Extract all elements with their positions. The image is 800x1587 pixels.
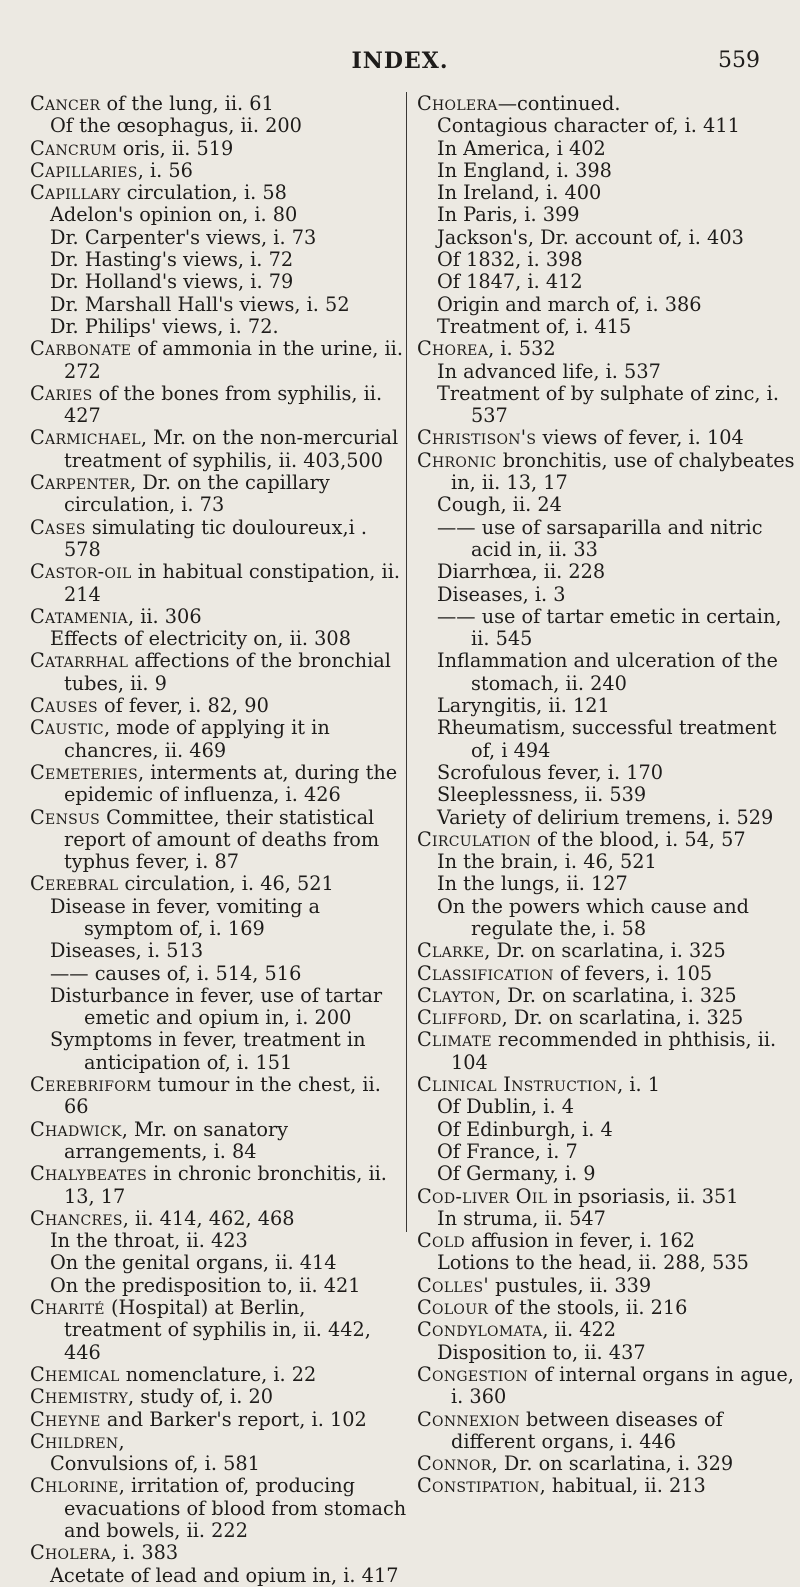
index-entry <box>30 249 408 271</box>
entry-text: Sleeplessness, ii. 539 <box>437 783 647 807</box>
index-entry <box>417 294 795 316</box>
entry-heading: Chancres <box>30 1206 123 1230</box>
entry-text: Contagious character of, i. 411 <box>437 114 740 138</box>
entry-heading: Connexion <box>417 1407 520 1431</box>
index-entry <box>30 807 408 874</box>
entry-text: Cough, ii. 24 <box>437 493 562 517</box>
index-entry <box>30 182 408 204</box>
entry-text: of the bones from syphilis, ii. 427 <box>64 381 383 428</box>
entry-text: Of the œsophagus, ii. 200 <box>50 114 302 138</box>
index-entry <box>417 584 795 606</box>
entry-text: In advanced life, i. 537 <box>437 359 661 383</box>
entry-text: Laryngitis, ii. 121 <box>437 694 610 718</box>
entry-text: Of Germany, i. 9 <box>437 1162 596 1186</box>
entry-text: Adelon's opinion on, i. 80 <box>50 203 298 227</box>
entry-heading: Cod-liver Oil <box>417 1184 548 1208</box>
entry-text: —— use of sarsaparilla and nitric acid in, ii. 33 <box>437 515 763 561</box>
entry-text: , Mr. on sanatory arrangements, i. 84 <box>64 1117 289 1163</box>
entry-text: Of 1832, i. 398 <box>437 248 583 272</box>
entry-text: between diseases of different organs, i. 446 <box>451 1407 723 1453</box>
index-entry <box>30 517 408 562</box>
entry-heading: Catamenia <box>30 604 128 628</box>
index-entry <box>417 1208 795 1230</box>
index-entry <box>30 1453 408 1475</box>
index-entry <box>30 1252 408 1274</box>
entry-text: In England, i. 398 <box>437 158 612 182</box>
entry-text: of fevers, i. 105 <box>553 961 713 985</box>
index-entry <box>30 115 408 137</box>
entry-text: simulating tic douloureux,i . 578 <box>64 515 368 561</box>
index-entry <box>30 1119 408 1164</box>
entry-heading: Cholera <box>417 92 498 115</box>
entry-heading: Chlorine <box>30 1474 119 1498</box>
index-entry <box>417 1252 795 1274</box>
entry-text: In the brain, i. 46, 521 <box>437 850 657 874</box>
entry-heading: Cemeteries <box>30 760 138 784</box>
entry-text: nomenclature, i. 22 <box>119 1362 317 1386</box>
entry-heading: Congestion <box>417 1362 529 1386</box>
index-entry <box>30 650 408 695</box>
entry-text: In the throat, ii. 423 <box>50 1229 248 1253</box>
index-entry <box>30 1565 408 1587</box>
entry-text: Lotions to the head, ii. 288, 535 <box>437 1251 749 1275</box>
entry-text: —— use of tartar emetic in certain, ii. 545 <box>437 604 782 651</box>
entry-text: (Hospital) at Berlin, treatment of syphilis in, ii. 442, 446 <box>64 1296 371 1364</box>
entry-text: of the lung, ii. 61 <box>100 92 274 115</box>
entry-text: Disposition to, ii. 437 <box>437 1340 646 1364</box>
entry-text: In America, i 402 <box>437 136 606 160</box>
index-entry <box>417 807 795 829</box>
entry-text: and Barker's report, i. 102 <box>100 1407 367 1431</box>
index-entry <box>417 1297 795 1319</box>
index-entry <box>30 93 408 115</box>
index-entry <box>417 829 795 851</box>
entry-text: oris, ii. 519 <box>116 136 234 160</box>
index-entry <box>417 338 795 360</box>
entry-text: in habitual constipation, ii. 214 <box>64 560 400 606</box>
entry-text: Origin and march of, i. 386 <box>437 292 702 316</box>
entry-heading: Castor-oil <box>30 560 132 584</box>
entry-heading: Cholera <box>30 1541 111 1565</box>
entry-text: in psoriasis, ii. 351 <box>547 1184 739 1208</box>
entry-text: Of France, i. 7 <box>437 1139 578 1163</box>
index-entry <box>30 762 408 807</box>
index-entry <box>417 606 795 651</box>
index-entry <box>417 1119 795 1141</box>
index-entry <box>417 963 795 985</box>
entry-text: Diseases, i. 513 <box>50 939 204 963</box>
entry-heading: Chemistry <box>30 1385 129 1409</box>
index-entry <box>30 1208 408 1230</box>
index-entry <box>417 1029 795 1074</box>
entry-text: Inflammation and ulceration of the stomach, ii. 240 <box>437 649 778 695</box>
entry-text: Diseases, i. 3 <box>437 582 566 606</box>
entry-text: Of Edinburgh, i. 4 <box>437 1117 613 1141</box>
entry-heading: Causes <box>30 694 98 718</box>
entry-text: Jackson's, Dr. account of, i. 403 <box>437 225 744 249</box>
entry-text: , interments at, during the epidemic of influenza, i. 426 <box>64 760 398 807</box>
entry-heading: Colour <box>417 1296 489 1320</box>
entry-text: Treatment of, i. 415 <box>437 314 632 338</box>
entry-heading: Chemical <box>30 1362 120 1386</box>
entry-text: Diarrhœa, ii. 228 <box>437 560 606 584</box>
index-entry <box>30 717 408 762</box>
entry-heading: Cases <box>30 515 86 539</box>
index-entry <box>417 494 795 516</box>
index-entry <box>30 472 408 517</box>
entry-heading: Clinical Instruction <box>417 1073 618 1097</box>
entry-text: Of 1847, i. 412 <box>437 270 583 294</box>
index-entry <box>30 1297 408 1364</box>
index-entry <box>417 873 795 895</box>
entry-heading: Census <box>30 805 101 829</box>
entry-text: , i. 383 <box>110 1541 179 1565</box>
index-entry <box>417 1074 795 1096</box>
index-entry <box>30 427 408 472</box>
entry-heading: Children <box>30 1429 119 1453</box>
entry-text: Dr. Holland's views, i. 79 <box>50 270 294 294</box>
index-entry <box>30 1029 408 1074</box>
index-entry <box>30 1542 408 1564</box>
index-entry <box>30 294 408 316</box>
entry-heading: Charité <box>30 1296 105 1320</box>
entry-text: of ammonia in the urine, ii. 272 <box>64 337 403 383</box>
index-entry <box>417 896 795 941</box>
entry-heading: Chalybeates <box>30 1162 148 1186</box>
entry-text: circulation, i. 58 <box>120 181 287 205</box>
index-entry <box>417 1186 795 1208</box>
index-entry <box>417 1475 795 1497</box>
entry-text: pustules, ii. 339 <box>489 1273 652 1297</box>
index-entry <box>417 1409 795 1454</box>
page-number: 559 <box>718 48 760 73</box>
entry-text: in chronic bronchitis, ii. 13, 17 <box>64 1162 387 1208</box>
entry-text: of the blood, i. 54, 57 <box>530 827 746 851</box>
entry-heading: Capillary <box>30 181 121 205</box>
entry-text: of fever, i. 82, 90 <box>97 694 269 718</box>
entry-text: Acetate of lead and opium in, i. 417 <box>50 1563 399 1587</box>
entry-heading: Colles' <box>417 1273 490 1297</box>
entry-text: , i. 1 <box>617 1073 661 1097</box>
index-entry <box>417 316 795 338</box>
index-entry <box>30 1275 408 1297</box>
entry-text: , Dr. on scarlatina, i. 325 <box>484 939 726 963</box>
index-entry <box>30 316 408 338</box>
entry-text: , mode of applying it in chancres, ii. 469 <box>64 716 330 762</box>
index-entry <box>417 182 795 204</box>
entry-text: Variety of delirium tremens, i. 529 <box>437 805 774 829</box>
entry-text: , Dr. on scarlatina, i. 329 <box>491 1452 734 1476</box>
entry-heading: Climate <box>417 1028 492 1052</box>
index-entry <box>417 361 795 383</box>
index-entry <box>417 784 795 806</box>
column-divider <box>406 92 407 1232</box>
entry-text: , Dr. on scarlatina, i. 325 <box>495 983 737 1007</box>
entry-heading: Caustic <box>30 716 104 740</box>
index-entry <box>417 450 795 495</box>
entry-heading: Christison's <box>417 426 537 450</box>
index-entry <box>417 249 795 271</box>
index-entry <box>417 695 795 717</box>
index-entry <box>30 1364 408 1386</box>
entry-text: recommended in phthisis, ii. 104 <box>451 1028 777 1074</box>
index-entry <box>30 383 408 428</box>
index-entry <box>30 1163 408 1208</box>
entry-text: , irritation of, producing evacuations of blood from stomach and bowels, ii. 222 <box>64 1474 407 1542</box>
entry-text: —continued. <box>497 92 621 115</box>
entry-heading: Cancer <box>30 92 101 115</box>
index-entry <box>30 1386 408 1408</box>
entry-text: Symptoms in fever, treatment in anticipation of, i. 151 <box>50 1028 366 1074</box>
index-entry <box>417 204 795 226</box>
entry-heading: Clifford <box>417 1006 502 1030</box>
entry-text: In Ireland, i. 400 <box>437 181 602 205</box>
entry-heading: Capillaries <box>30 158 138 182</box>
entry-text: , Dr. on scarlatina, i. 325 <box>501 1006 744 1030</box>
entry-heading: Clarke <box>417 939 485 963</box>
entry-text: circulation, i. 46, 521 <box>118 872 334 896</box>
entry-text: In Paris, i. 399 <box>437 203 580 227</box>
index-entry <box>417 227 795 249</box>
entry-heading: Clayton <box>417 983 496 1007</box>
index-entry <box>30 138 408 160</box>
entry-text: Dr. Marshall Hall's views, i. 52 <box>50 292 350 316</box>
entry-heading: Carpenter <box>30 471 131 495</box>
entry-heading: Chadwick <box>30 1117 122 1141</box>
entry-text: , ii. 414, 462, 468 <box>122 1206 295 1230</box>
entry-text: —— causes of, i. 514, 516 <box>50 961 302 985</box>
index-entry <box>417 1096 795 1118</box>
entry-heading: Cancrum <box>30 136 117 160</box>
index-entry <box>30 160 408 182</box>
index-entry <box>417 1342 795 1364</box>
index-entry <box>30 1409 408 1431</box>
index-entry <box>417 138 795 160</box>
entry-heading: Cerebriform <box>30 1073 152 1097</box>
entry-text: , <box>118 1429 125 1453</box>
entry-heading: Carmichael <box>30 426 141 450</box>
index-entry <box>30 873 408 895</box>
entry-text: In struma, ii. 547 <box>437 1206 606 1230</box>
entry-heading: Carbonate <box>30 337 132 361</box>
index-entry <box>417 717 795 762</box>
index-entry <box>417 160 795 182</box>
entry-text: On the powers which cause and regulate the, i. 58 <box>437 894 750 940</box>
index-entry <box>417 1319 795 1341</box>
entry-text: views of fever, i. 104 <box>536 426 744 450</box>
index-entry <box>417 1364 795 1409</box>
entry-heading: Chronic <box>417 448 497 472</box>
entry-heading: Cold <box>417 1229 465 1253</box>
index-entry <box>30 695 408 717</box>
index-entry <box>417 762 795 784</box>
page-title: INDEX. <box>351 48 449 74</box>
entry-text: , habitual, ii. 213 <box>539 1474 706 1498</box>
index-entry <box>417 1163 795 1185</box>
entry-text: , Mr. on the non-mercurial treatment of syphilis, ii. 403,500 <box>64 426 399 472</box>
index-entry <box>417 115 795 137</box>
entry-text: Disturbance in fever, use of tartar emetic and opium in, i. 200 <box>50 983 383 1030</box>
entry-text: , ii. 422 <box>542 1318 617 1342</box>
entry-text: Of Dublin, i. 4 <box>437 1095 574 1119</box>
index-entry <box>417 1453 795 1475</box>
index-entry <box>30 985 408 1030</box>
entry-text: , Dr. on the capillary circulation, i. 73 <box>64 471 330 517</box>
entry-text: affusion in fever, i. 162 <box>464 1229 696 1253</box>
entry-text: Dr. Carpenter's views, i. 73 <box>50 225 317 249</box>
entry-heading: Cheyne <box>30 1407 101 1431</box>
entry-heading: Catarrhal <box>30 649 129 673</box>
index-entry <box>30 1074 408 1119</box>
index-entry <box>30 1431 408 1453</box>
index-entry <box>417 93 795 115</box>
entry-text: Treatment of by sulphate of zinc, i. 537 <box>437 381 779 428</box>
entry-heading: Caries <box>30 381 93 405</box>
index-entry <box>30 561 408 606</box>
index-entry <box>30 1230 408 1252</box>
index-entry <box>417 1275 795 1297</box>
index-entry <box>30 606 408 628</box>
entry-text: On the genital organs, ii. 414 <box>50 1251 337 1275</box>
entry-text: , ii. 306 <box>127 604 202 628</box>
left-index-column <box>30 93 408 1587</box>
index-entry <box>30 628 408 650</box>
entry-text: , study of, i. 20 <box>128 1385 273 1409</box>
entry-text: On the predisposition to, ii. 421 <box>50 1273 361 1297</box>
index-entry <box>417 517 795 562</box>
entry-text: Rheumatism, successful treatment of, i 494 <box>437 716 777 762</box>
index-entry <box>30 1475 408 1542</box>
index-entry <box>30 896 408 941</box>
entry-text: Committee, their statistical report of amount of deaths from typhus fever, i. 87 <box>64 805 380 874</box>
entry-heading: Cerebral <box>30 872 119 896</box>
entry-text: Convulsions of, i. 581 <box>50 1452 260 1476</box>
index-entry <box>417 1230 795 1252</box>
entry-text: , i. 56 <box>137 158 193 182</box>
index-entry <box>417 561 795 583</box>
entry-heading: Circulation <box>417 827 531 851</box>
entry-text: of the stools, ii. 216 <box>488 1296 688 1320</box>
entry-text: Disease in fever, vomiting a symptom of, i. 169 <box>50 894 321 940</box>
index-entry <box>417 851 795 873</box>
entry-text: Dr. Hasting's views, i. 72 <box>50 248 294 272</box>
index-entry <box>417 1141 795 1163</box>
right-index-column <box>417 93 795 1498</box>
entry-text: In the lungs, ii. 127 <box>437 872 628 896</box>
entry-text: bronchitis, use of chalybeates in, ii. 13, 17 <box>451 448 795 495</box>
entry-heading: Classification <box>417 961 554 985</box>
entry-heading: Condylomata <box>417 1318 543 1342</box>
entry-text: Scrofulous fever, i. 170 <box>437 760 664 784</box>
index-entry <box>417 427 795 449</box>
entry-text: affections of the bronchial tubes, ii. 9 <box>64 649 391 695</box>
index-entry <box>417 1007 795 1029</box>
index-entry <box>417 271 795 293</box>
index-entry <box>30 271 408 293</box>
entry-text: Effects of electricity on, ii. 308 <box>50 627 351 651</box>
entry-text: Dr. Philips' views, i. 72. <box>50 314 279 338</box>
index-entry <box>30 963 408 985</box>
entry-heading: Chorea <box>417 337 489 361</box>
entry-heading: Constipation <box>417 1474 540 1498</box>
entry-heading: Connor <box>417 1452 492 1476</box>
index-entry <box>30 204 408 226</box>
index-entry <box>30 940 408 962</box>
entry-text: tumour in the chest, ii. 66 <box>64 1073 381 1119</box>
index-entry <box>30 338 408 383</box>
entry-text: of internal organs in ague, i. 360 <box>451 1362 794 1409</box>
index-entry <box>417 383 795 428</box>
index-entry <box>417 650 795 695</box>
index-entry <box>417 940 795 962</box>
index-entry <box>417 985 795 1007</box>
entry-text: , i. 532 <box>488 337 556 361</box>
index-entry <box>30 227 408 249</box>
